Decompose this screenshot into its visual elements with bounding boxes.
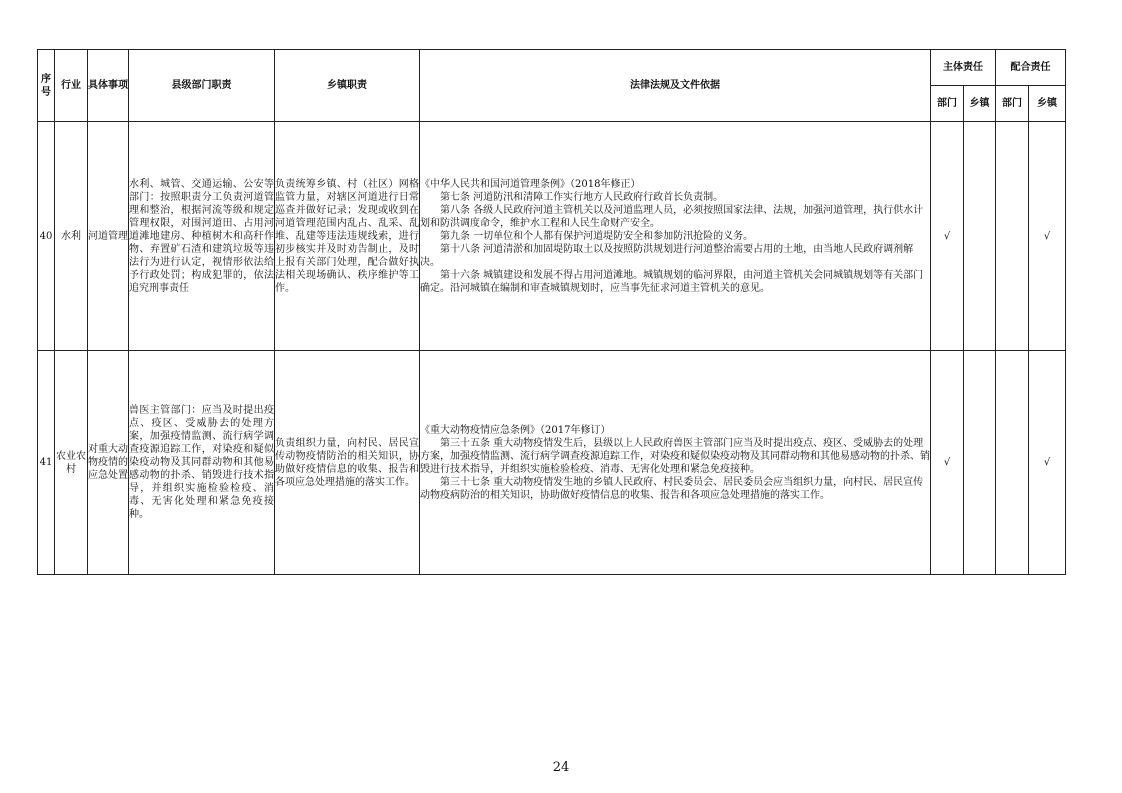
header-county-duty: 县级部门职责 [129, 50, 275, 122]
law-line: 第七条 河道防汛和清障工作实行地方人民政府行政首长负责制。 [440, 191, 724, 203]
cell-main-dept: √ [931, 122, 964, 351]
header-main-responsibility: 主体责任 [931, 50, 996, 86]
header-coop-dept: 部门 [996, 86, 1029, 122]
header-town-duty: 乡镇职责 [275, 50, 420, 122]
cell-coop-dept [996, 351, 1029, 575]
header-seq: 序号 [38, 50, 55, 122]
header-law-basis: 法律法规及文件依据 [420, 50, 931, 122]
cell-item: 河道管理 [88, 122, 129, 351]
cell-main-town [964, 351, 996, 575]
cell-main-town [964, 122, 996, 351]
cell-coop-town: √ [1029, 122, 1066, 351]
law-line: 《重大动物疫情应急条例》（2017年修订） [420, 424, 611, 436]
cell-industry: 水利 [55, 122, 88, 351]
header-industry: 行业 [55, 50, 88, 122]
law-line: 第三十七条 重大动物疫情发生地的乡镇人民政府、村民委员会、居民委员会应当组织力量，向村民、居民宣传动物疫病防治的相关知识，协助做好疫情信息的收集、报告和各项应急处理措施的落实工作。 [420, 476, 924, 501]
cell-item: 对重大动物疫情的应急处置 [88, 351, 129, 575]
law-line: 第十六条 城镇建设和发展不得占用河道滩地。城镇规划的临河界限，由河道主管机关会同城镇规划等有关部门确定。沿河城镇在编制和审查城镇规划时，应当事先征求河道主管机关的意见。 [420, 269, 924, 294]
cell-coop-dept [996, 122, 1029, 351]
table-row [38, 122, 1066, 351]
cell-law-basis [420, 351, 931, 575]
cell-county-duty: 兽医主管部门：应当及时提出疫点、疫区、受威胁去的处理方案，加强疫情监测、流行病学调查疫源追踪工作，对染疫和疑似染疫动物及其同群动物和其他易感动物的扑杀、销毁进行技术指导，并组织实施检验检疫、消毒、无害化处理和紧急免疫接种。 [129, 351, 275, 575]
header-coop-town: 乡镇 [1029, 86, 1066, 122]
cell-town-duty: 负责组织力量，向村民、居民宣传动物疫情防治的相关知识，协助做好疫情信息的收集、报告和各项应急处理措施的落实工作。 [275, 351, 420, 575]
cell-main-dept: √ [931, 351, 964, 575]
cell-county-duty: 水利、城管、交通运输、公安等部门：按照职责分工负责河道管理和整治，根据河流等级和规定管理权限，对围河道田、占用河道滩地建房、种植树木和高秆作物、弃置矿石渣和建筑垃圾等违法行为进行认定，视情形依法给予行政处罚；构成犯罪的，依法追究刑事责任 [129, 122, 275, 351]
cell-coop-town: √ [1029, 351, 1066, 575]
law-line: 第八条 各级人民政府河道主管机关以及河道监理人员，必须按照国家法律、法规，加强河道管理，执行供水计划和防洪调度命令，维护水工程和人民生命财产安全。 [420, 204, 924, 229]
cell-law-basis [420, 122, 931, 351]
law-line: 第三十五条 重大动物疫情发生后，县级以上人民政府兽医主管部门应当及时提出疫点、疫区、受威胁去的处理方案，加强疫情监测、流行病学调查疫源追踪工作，对染疫和疑似染疫动物及其同群动物和其他易感动物的扑杀、销毁进行技术指导，并组织实施检验检疫、消毒、无害化处理和紧急免疫接种。 [420, 437, 930, 475]
cell-seq: 41 [38, 351, 55, 575]
law-line: 第九条 一切单位和个人都有保护河道堤防安全和参加防汛抢险的义务。 [440, 230, 754, 242]
page-number: 24 [552, 760, 570, 775]
cell-seq: 40 [38, 122, 55, 351]
cell-town-duty: 负责统筹乡镇、村（社区）网格监管力量，对辖区河道进行日常巡查并做好记录；发现或收到在河道管理范围内乱占、乱采、乱堆、乱建等违法违规线索，进行初步核实并及时劝告制止，及时上报有关部门处理，配合做好执法相关现场确认、秩序维护等工作。 [275, 122, 420, 351]
law-line: 第十八条 河道清淤和加固堤防取土以及按照防洪规划进行河道整治需要占用的土地，由当地人民政府调剂解决。 [420, 243, 914, 268]
header-main-dept: 部门 [931, 86, 964, 122]
header-main-town: 乡镇 [964, 86, 996, 122]
law-line: 《中华人民共和国河道管理条例》（2018年修正） [420, 178, 641, 190]
responsibility-table [37, 49, 1066, 575]
cell-industry: 农业农村 [55, 351, 88, 575]
header-item: 具体事项 [88, 50, 129, 122]
table-row [38, 351, 1066, 575]
header-coop-responsibility: 配合责任 [996, 50, 1066, 86]
